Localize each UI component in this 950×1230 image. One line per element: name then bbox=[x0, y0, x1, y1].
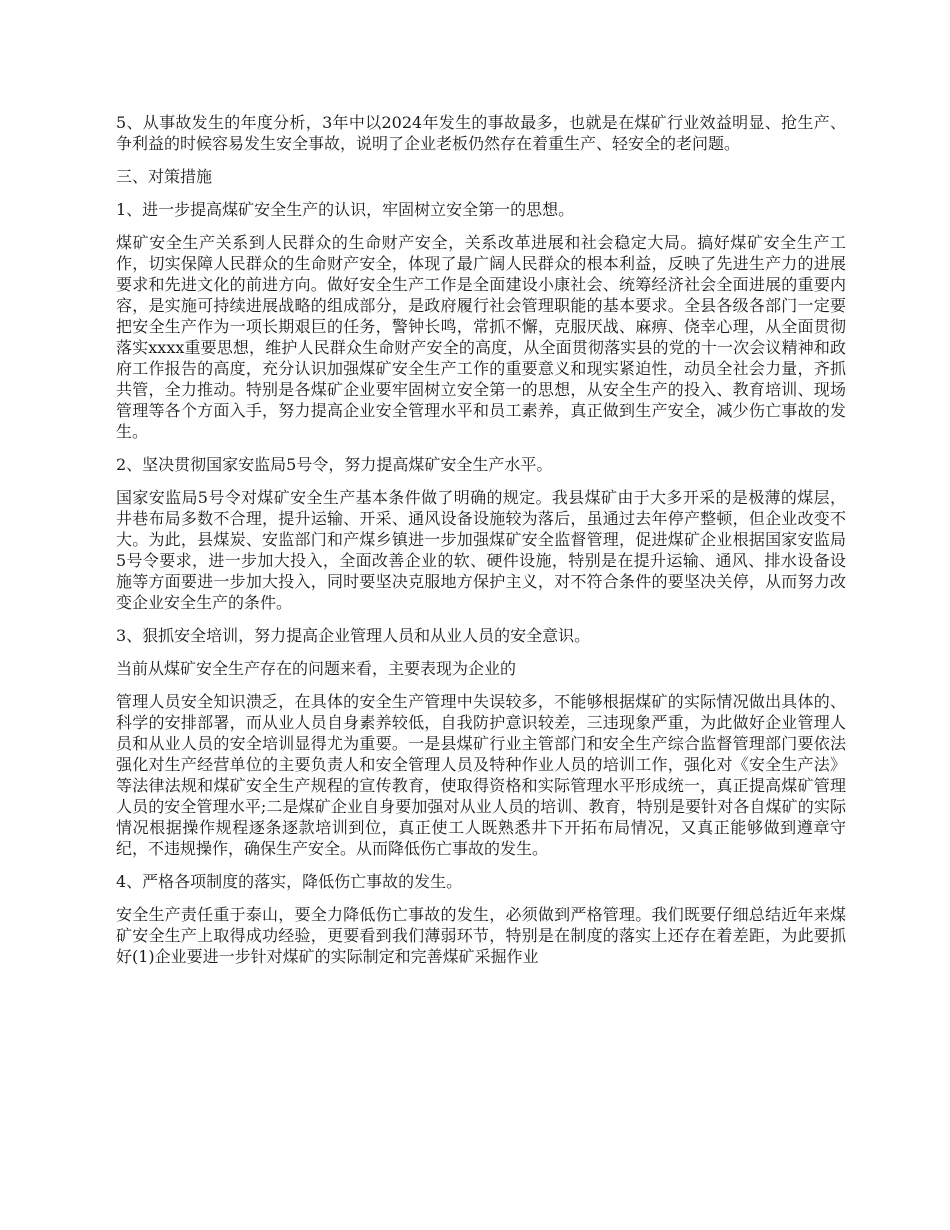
section-heading-countermeasures: 三、对策措施 bbox=[116, 167, 213, 186]
paragraph-4-body: 安全生产责任重于泰山，要全力降低伤亡事故的发生，必须做到严格管理。我们既要仔细总结近年来煤矿安全生产上取得成功经验，更要看到我们薄弱环节，特别是在制度的落实上还存在着差距，为此要抓好(1)企业要进一步针对煤矿的实际制定和完善煤矿采掘作业 bbox=[116, 905, 846, 966]
subheading-3: 3、狠抓安全培训，努力提高企业管理人员和从业人员的安全意识。 bbox=[116, 626, 591, 645]
subheading-4: 4、严格各项制度的落实，降低伤亡事故的发生。 bbox=[116, 872, 463, 891]
paragraph-3-body: 管理人员安全知识溃乏，在具体的安全生产管理中失误较多，不能够根据煤矿的实际情况做出具体的、科学的安排部署，而从业人员自身素养较低，自我防护意识较差，三违现象严重，为此做好企业管理人员和从业人员的安全培训显得尤为重要。一是县煤矿行业主管部门和安全生产综合监督管理部门要依法强化对生产经营单位的主要负责人和安全管理人员及特种作业人员的培训工作，强化对《安全生产法》等法律法规和煤矿安全生产规程的宣传教育，使取得资格和实际管理水平形成统一，真正提高煤矿管理人员的安全管理水平;二是煤矿企业自身要加强对从业人员的培训、教育，特别是要针对各自煤矿的实际情况根据操作规程逐条逐款培训到位，真正使工人既熟悉井下开拓布局情况，又真正能够做到遵章守纪，不违规操作，确保生产安全。从而降低伤亡事故的发生。 bbox=[116, 692, 846, 858]
paragraph-1-body: 煤矿安全生产关系到人民群众的生命财产安全，关系改革进展和社会稳定大局。搞好煤矿安全生产工作，切实保障人民群众的生命财产安全，体现了最广阔人民群众的根本利益，反映了先进生产力的进展要求和先进文化的前进方向。做好安全生产工作是全面建设小康社会、统筹经济社会全面进展的重要内容，是实施可持续进展战略的组成部分，是政府履行社会管理职能的基本要求。全县各级各部门一定要把安全生产作为一项长期艰巨的任务，警钟长鸣，常抓不懈，克服厌战、麻痹、侥幸心理，从全面贯彻落实xxxx重要思想，维护人民群众生命财产安全的高度，从全面贯彻落实县的党的十一次会议精神和政府工作报告的高度，充分认识加强煤矿安全生产工作的重要意义和现实紧迫性，动员全社会力量，齐抓共管，全力推动。特别是各煤矿企业要牢固树立安全第一的思想，从安全生产的投入、教育培训、现场管理等各个方面入手，努力提高企业安全管理水平和员工素养，真正做到生产安全，减少伤亡事故的发生。 bbox=[116, 233, 846, 441]
subheading-2: 2、坚决贯彻国家安监局5号令，努力提高煤矿安全生产水平。 bbox=[116, 455, 553, 474]
paragraph-year-analysis: 5、从事故发生的年度分析，3年中以2024年发生的事故最多，也就是在煤矿行业效益明显、抢生产、争利益的时候容易发生安全事故，说明了企业老板仍然存在着重生产、轻安全的老问题。 bbox=[116, 113, 846, 153]
paragraph-2-body: 国家安监局5号令对煤矿安全生产基本条件做了明确的规定。我县煤矿由于大多开采的是极薄的煤层，井巷布局多数不合理，提升运输、开采、通风设备设施较为落后，虽通过去年停产整顿，但企业改变不大。为此，县煤炭、安监部门和产煤乡镇进一步加强煤矿安全监督管理，促进煤矿企业根据国家安监局5号令要求，进一步加大投入，全面改善企业的软、硬件设施，特别是在提升运输、通风、排水设备设施等方面要进一步加大投入，同时要坚决克服地方保护主义，对不符合条件的要坚决关停，从而努力改变企业安全生产的条件。 bbox=[116, 488, 846, 612]
document-body bbox=[116, 112, 846, 979]
subheading-1: 1、进一步提高煤矿安全生产的认识，牢固树立安全第一的思想。 bbox=[116, 200, 575, 219]
paragraph-3-intro: 当前从煤矿安全生产存在的问题来看，主要表现为企业的 bbox=[116, 659, 517, 678]
